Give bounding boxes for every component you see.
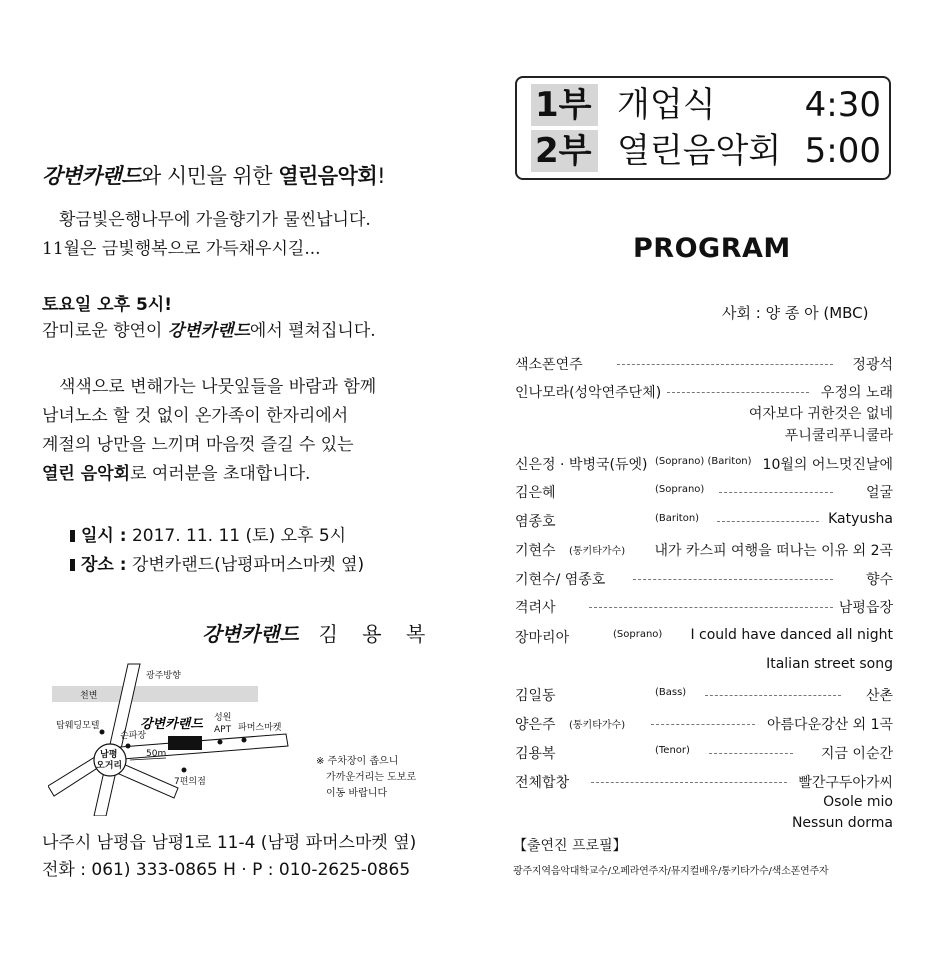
program-song: 10월의 어느멋진날에 bbox=[759, 454, 893, 474]
parking-note-line-2: 가까운거리는 도보로 bbox=[326, 772, 417, 783]
program-voice: (Soprano) (Bariton) bbox=[655, 456, 752, 467]
program-row bbox=[515, 569, 893, 589]
schedule-part: 2부 bbox=[531, 130, 598, 172]
program-continuation: Nessun dorma bbox=[791, 815, 893, 831]
map-apt-dot bbox=[218, 740, 223, 745]
program-performer: 신은정 · 박병국(듀엣) bbox=[515, 457, 648, 473]
schedule-part: 1부 bbox=[531, 84, 598, 126]
program-song: 남평읍장 bbox=[835, 597, 893, 617]
leader-dots bbox=[633, 579, 833, 580]
leader-dots bbox=[709, 753, 793, 754]
program-row bbox=[515, 597, 893, 617]
headline-event: 열린음악회 bbox=[278, 164, 378, 188]
program-row bbox=[515, 540, 893, 560]
invite-rest: 로 여러분을 초대합니다. bbox=[130, 464, 311, 484]
program-voice: (통키타가수) bbox=[569, 720, 626, 731]
program-performer: 기현수/ 염종호 bbox=[515, 572, 606, 588]
map-market-dot bbox=[242, 738, 247, 743]
program-row bbox=[515, 685, 893, 705]
invite-line-1: 색색으로 변해가는 나뭇잎들을 바람과 함께 bbox=[59, 377, 377, 397]
schedule-row bbox=[531, 84, 881, 126]
profile-heading: 【출연진 프로필】 bbox=[513, 838, 627, 854]
map-junction-label-1: 남평 bbox=[100, 750, 118, 760]
program-song: 얼굴 bbox=[862, 482, 893, 502]
info-date-label: 일시 : bbox=[81, 526, 127, 546]
headline bbox=[42, 160, 385, 190]
venue-pre: 감미로운 향연이 bbox=[42, 321, 168, 341]
program-continuation: 푸니쿨리푸니쿨라 bbox=[784, 428, 893, 444]
schedule-box bbox=[515, 76, 891, 180]
leader-dots bbox=[591, 782, 787, 783]
parking-note bbox=[316, 754, 416, 802]
program-continuation: Italian street song bbox=[766, 656, 893, 672]
program-voice: (Soprano) bbox=[613, 629, 663, 640]
program-song: 내가 카스피 여행을 떠나는 이유 외 2곡 bbox=[651, 540, 893, 560]
intro-line-2: 11월은 금빛행복으로 가득채우시길... bbox=[42, 239, 321, 259]
map-stream-label: 천변 bbox=[80, 691, 98, 701]
leader-dots bbox=[667, 392, 809, 393]
program-row bbox=[515, 511, 893, 531]
square-bullet-icon bbox=[70, 530, 75, 542]
leader-dots bbox=[719, 492, 833, 493]
program-song: 향수 bbox=[862, 569, 893, 589]
leader-dots bbox=[617, 364, 833, 365]
signature-org: 강변카랜드 bbox=[202, 622, 299, 646]
map-shop-dot bbox=[126, 744, 131, 749]
map-motel-label: 탑웨딩모텔 bbox=[56, 721, 100, 731]
schedule-event: 개업식 bbox=[617, 85, 716, 125]
parking-note-line-3: 이동 바랍니다 bbox=[326, 788, 388, 799]
schedule-time: 4:30 bbox=[804, 85, 881, 125]
headline-org: 강변카랜드 bbox=[42, 164, 141, 188]
program-continuation: 여자보다 귀한것은 없네 bbox=[748, 406, 893, 422]
map-market-label: 파머스마켓 bbox=[238, 723, 282, 733]
program-song: 아름다운강산 외 1곡 bbox=[763, 714, 893, 734]
program-song: 우정의 노래 bbox=[817, 382, 893, 402]
headline-mid: 와 시민을 위한 bbox=[140, 164, 279, 188]
info-place-label: 장소 : bbox=[81, 555, 127, 575]
program-song: 빨간구두아가씨 bbox=[794, 772, 893, 792]
map-apt-label-1: 성원 bbox=[214, 713, 232, 723]
program-row bbox=[515, 482, 893, 502]
headline-end: ! bbox=[377, 164, 386, 188]
map-store-label: 7편의점 bbox=[174, 777, 206, 787]
venue-paragraph bbox=[42, 317, 376, 346]
map-direction-label: 광주방향 bbox=[146, 671, 181, 681]
program-row bbox=[515, 714, 893, 734]
program-performer: 염종호 bbox=[515, 514, 556, 530]
program-title: PROGRAM bbox=[633, 233, 791, 264]
program-voice: (Bariton) bbox=[655, 513, 700, 524]
leader-dots bbox=[705, 695, 841, 696]
program-song: Katyusha bbox=[824, 511, 893, 527]
map-junction bbox=[94, 744, 126, 776]
program-song: 정광석 bbox=[848, 354, 893, 374]
venue-org: 강변카랜드 bbox=[167, 321, 250, 341]
map-distance-label: 50m bbox=[146, 749, 167, 759]
program-row bbox=[515, 354, 893, 374]
map-shop-label: 손파장 bbox=[120, 731, 147, 741]
program-voice: (통키타가수) bbox=[569, 546, 626, 557]
program-performer: 격려사 bbox=[515, 600, 556, 616]
time-heading: 토요일 오후 5시! bbox=[42, 295, 172, 315]
schedule-time: 5:00 bbox=[804, 131, 881, 171]
map-store-dot bbox=[182, 768, 187, 773]
host: 사회 : 양 종 아 (MBC) bbox=[722, 304, 869, 322]
program-song: 지금 이순간 bbox=[817, 743, 893, 763]
program-continuation: Osole mio bbox=[823, 794, 893, 810]
venue-post: 에서 펼쳐집니다. bbox=[249, 321, 376, 341]
info-place-value: 강변카랜드(남평파머스마켓 옆) bbox=[126, 555, 365, 575]
program-performer: 양은주 bbox=[515, 717, 556, 733]
info-date-value: 2017. 11. 11 (토) 오후 5시 bbox=[126, 526, 347, 546]
program-row bbox=[515, 627, 893, 647]
invite-line-4 bbox=[42, 460, 376, 489]
program-performer: 인나모라(성악연주단체) bbox=[515, 385, 662, 401]
program-voice: (Tenor) bbox=[655, 745, 690, 756]
phone: 전화 : 061) 333-0865 H · P : 010-2625-0865 bbox=[42, 860, 411, 880]
program-performer: 김일동 bbox=[515, 688, 556, 704]
info-place bbox=[70, 550, 364, 575]
map-carland-building bbox=[168, 736, 202, 750]
map-junction-label-2: 오거리 bbox=[96, 761, 123, 771]
map-carland-label: 강변카랜드 bbox=[140, 717, 203, 732]
intro-paragraph bbox=[42, 206, 371, 264]
invite-line-3: 계절의 낭만을 느끼며 마음껏 즐길 수 있는 bbox=[42, 435, 354, 455]
map-apt-label-2: APT bbox=[214, 725, 232, 735]
info-date bbox=[70, 521, 346, 546]
program-row bbox=[515, 382, 893, 402]
program-song: 산촌 bbox=[862, 685, 893, 705]
program-performer: 김은혜 bbox=[515, 485, 556, 501]
profile-text: 광주지역음악대학교수/오페라연주자/뮤지컬배우/통키타가수/색소폰연주자 bbox=[513, 866, 829, 877]
invite-bold: 열린 음악회 bbox=[42, 464, 131, 484]
program-performer: 기현수 bbox=[515, 543, 556, 559]
leader-dots bbox=[717, 521, 819, 522]
program-performer: 김용복 bbox=[515, 746, 556, 762]
leader-dots bbox=[589, 607, 833, 608]
program-voice: (Soprano) bbox=[655, 484, 705, 495]
program-performer: 전체합창 bbox=[515, 775, 570, 791]
program-performer: 장마리아 bbox=[515, 630, 570, 646]
square-bullet-icon bbox=[70, 559, 75, 571]
program-voice: (Bass) bbox=[655, 687, 687, 698]
intro-line-1: 황금빛은행나무에 가을향기가 물씬납니다. bbox=[59, 210, 371, 230]
invite-line-2: 남녀노소 할 것 없이 온가족이 한자리에서 bbox=[42, 406, 349, 426]
leader-dots bbox=[651, 724, 755, 725]
program-row bbox=[515, 772, 893, 792]
map-motel-dot bbox=[100, 730, 105, 735]
signature bbox=[202, 618, 434, 647]
parking-note-line-1: ※ 주차장이 좁으니 bbox=[316, 756, 399, 767]
address: 나주시 남평읍 남평1로 11-4 (남평 파머스마켓 옆) bbox=[42, 833, 417, 853]
invitation-paragraph bbox=[42, 373, 376, 489]
program-performer: 색소폰연주 bbox=[515, 357, 583, 373]
schedule-row bbox=[531, 130, 881, 172]
program-row bbox=[515, 743, 893, 763]
program-song: I could have danced all night bbox=[686, 627, 893, 643]
program-row bbox=[515, 454, 893, 474]
schedule-event: 열린음악회 bbox=[617, 131, 782, 171]
signature-name: 김 용 복 bbox=[318, 622, 435, 646]
